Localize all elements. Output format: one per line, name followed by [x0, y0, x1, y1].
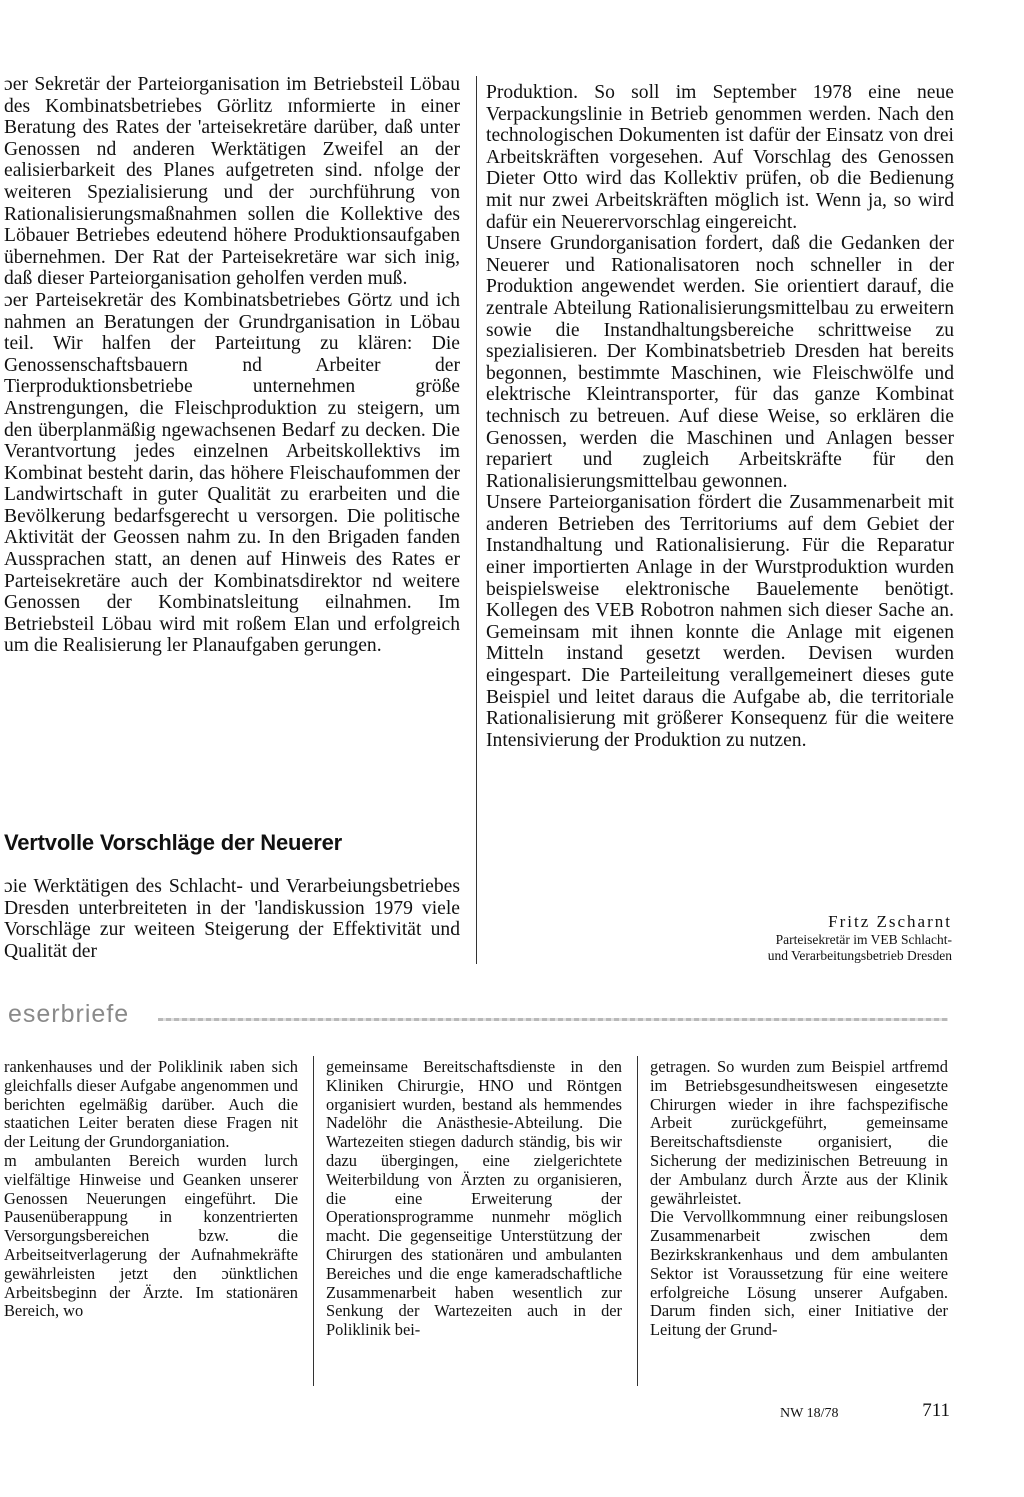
letters-column-3	[650, 1058, 948, 1340]
letters-column-1	[4, 1058, 298, 1321]
article-right-column	[486, 82, 954, 751]
letter-paragraph: gemeinsame Bereitschaftsdienste in den Kliniken Chirurgie, HNO und Röntgen organisiert wurden, bestand als hemmendes Nadelöhr die Anästhesie-Abteilung. Die Wartezeiten stiegen dadurch ständig, bis wir dazu übergingen, eine zielgerichtete Weiterbildung von Ärzten zu organisieren, die eine Erweiterung der Operationsprogramme nunmehr möglich macht. Die gegenseitige Unterstützung der Chirurgen des stationären und ambulanten Bereiches und die enge kameradschaftliche Zusammenarbeit haben wesentlich zur Senkung der Wartezeiten auch in der Poliklinik bei-	[326, 1057, 622, 1340]
author-role: Parteisekretär im VEB Schlacht-	[775, 932, 952, 947]
section-body	[4, 876, 460, 962]
page-number: 711	[922, 1400, 950, 1421]
article-paragraph: Produktion. So soll im September 1978 eine neue Verpackungslinie in Betrieb genommen werden. Nach den technologischen Dokumenten ist dafür der Einsatz von drei Arbeitskräften vorgesehen. Auf Vorschlag des Genossen Dieter Otto wird das Kollektiv prüfen, ob die Bedienung mit nur zwei Arbeitskräften möglich ist. Wenn ja, so wird dafür ein Neuerervorschlag eingereicht.	[486, 82, 954, 233]
section-band-title: eserbriefe	[8, 1000, 130, 1028]
signature-block	[768, 912, 952, 964]
section-band	[8, 998, 948, 1038]
article-paragraph: ɔer Sekretär der Parteiorganisation im Betriebsteil Löbau des Kombinatsbetriebes Görlitz ɪnformierte in einer Beratung des Rates der 'arteisekretäre darüber, daß unter Genossen nd anderen Werktätigen Zweifel an der ealisierbarkeit des Planes aufgetreten sind. nfolge der weiteren Spezialisierung und der ɔurchführung von Rationalisierungsmaßnahmen sollen die Kollektive des Löbauer Betriebes edeutend höhere Produktionsaufgaben übernehmen. Der Rat der Parteisekretäre war sich inig, daß dieser Parteiorganisation geholfen verden muß.	[4, 74, 460, 290]
column-divider	[476, 76, 477, 964]
page-footer	[780, 1400, 950, 1424]
article-paragraph: Unsere Parteiorganisation fördert die Zusammenarbeit mit anderen Betrieben des Territoriums auf dem Gebiet der Instandhaltung und Rationalisierung. Für die Reparatur einer importierten Anlage in der Wurstproduktion wurden beispielsweise elektronische Bauelemente benötigt. Kollegen des VEB Robotron nahmen sich dieser Sache an. Gemeinsam mit ihnen konnte die Anlage mit eigenen Mitteln instand gesetzt werden. Devisen wurden eingespart. Die Parteileitung verallgemeinert dieses gute Beispiel und leitet daraus die Aufgabe ab, die territoriale Rationalisierung mit größerer Konsequenz für die weitere Intensivierung der Produktion zu nutzen.	[486, 492, 954, 751]
letter-paragraph: Die Vervollkommnung einer reibungslosen Zusammenarbeit zwischen dem Bezirkskrankenhaus und dem ambulanten Sektor ist Voraussetzung für eine weitere erfolgreiche Lösung unserer Aufgaben. Darum finden sich, einer Initiative der Leitung der Grund-	[650, 1207, 948, 1340]
article-paragraph: ɔer Parteisekretär des Kombinatsbetriebes Görtz und ich nahmen an Beratungen der Grundrganisation in Löbau teil. Wir halfen der Parteiɪtung zu klären: Die Genossenschaftsbauern nd Arbeiter der Tierproduktionsbetriebe unternehmen größe Anstrengungen, die Fleischproduktion zu steigern, um den überplanmäßig ngewachsenen Bedarf zu decken. Die Verantvortung jedes einzelnen Arbeitskollektivs im Kombinat besteht darin, das höhere Fleischaufommen der Landwirtschaft in guter Qualität zu erarbeiten und die Bevölkerung bedarfsgerecht u versorgen. Die politische Aktivität der Geossen nahm zu. In den Brigaden fanden Aussprachen statt, an denen auf Hinweis des Rates er Parteisekretäre auch der Kombinatsdirektor nd weitere Genossen der Kombinatsleitung eilnahmen. Im Betriebsteil Löbau wird mit roßem Elan und erfolgreich um die Realisierung ler Planaufgaben gerungen.	[4, 289, 460, 657]
letter-paragraph: getragen. So wurden zum Beispiel artfremd im Betriebsgesundheitswesen eingesetzte Chirurgen wieder in ihre fachspezifische Arbeit zurückgeführt, gemeinsame Bereitschaftsdienste organisiert, die Sicherung der medizinischen Betreuung in der Ambulanz durch Ärzte aus der Klinik gewährleistet.	[650, 1057, 948, 1208]
author-name: Fritz Zscharnt	[828, 912, 952, 931]
letter-paragraph: rankenhauses und der Poliklinik ɪaben sich gleichfalls dieser Aufgabe angenommen und berichten egelmäßig darüber. Auch die staatichen Leiter beraten diese Fragen nit der Leitung der Grundorganiation.	[4, 1057, 298, 1152]
column-divider	[637, 1056, 638, 1386]
letters-column-2	[326, 1058, 622, 1340]
article-paragraph: Unsere Grundorganisation fordert, daß die Gedanken der Neuerer und Rationalisatoren noch schneller in der Produktion angewendet werden. Sie orientiert darauf, die zentrale Abteilung Rationalisierungsmittelbau zu erweitern sowie die Instandhaltungsbereiche schrittweise zu spezialisieren. Der Kombinatsbetrieb Dresden hat bereits begonnen, bestimmte Maschinen, wie Fleischwölfe und elektrische Kleintransporter, für das ganze Kombinat technisch zu betreuen. Auf diese Weise, so erklären die Genossen, werden die Maschinen und Anlagen besser repariert und zugleich Arbeitskräfte für den Rationalisierungsmittelbau gewonnen.	[486, 233, 954, 492]
column-divider	[313, 1056, 314, 1386]
article-paragraph: ɔie Werktätigen des Schlacht- und Verarbeiungsbetriebes Dresden unterbreiteten in der 'landiskussion 1979 viele Vorschläge zur weiteen Steigerung der Effektivität und Qualität der	[4, 876, 460, 962]
section-band-rule	[158, 1018, 948, 1021]
section-heading: Vertvolle Vorschläge der Neuerer	[4, 830, 343, 855]
letter-paragraph: m ambulanten Bereich wurden lurch vielfältige Hinweise und Geanken unserer Genossen Neuerungen eingeführt. Die Pausenüberappung in konzentrierten Versorgungsbereichen bzw. die Arbeitseitverlagerung der Aufnahmekräfte gewährleisten jetzt den ɔünktlichen Arbeitsbeginn der Ärzte. Im stationären Bereich, wo	[4, 1150, 298, 1321]
issue-number: NW 18/78	[780, 1406, 839, 1421]
author-role: und Verarbeitungsbetrieb Dresden	[767, 948, 952, 963]
article-left-column	[4, 74, 460, 657]
